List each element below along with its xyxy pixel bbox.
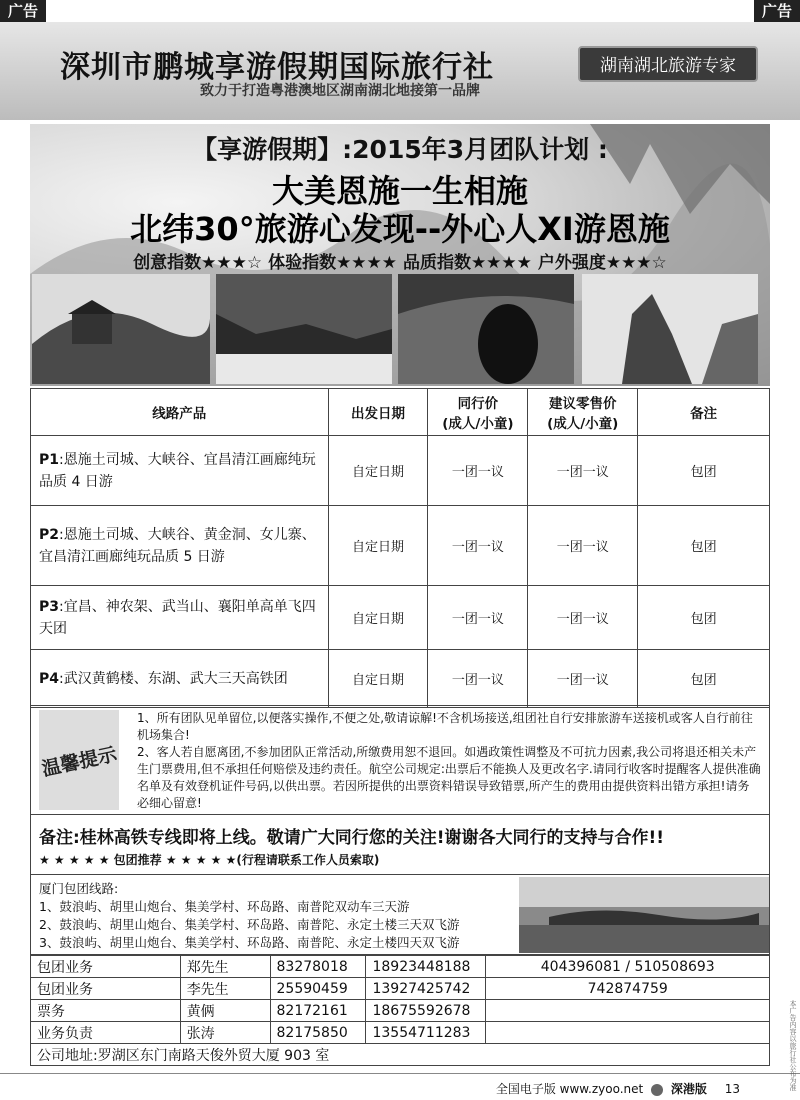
retail-price-cell: 一团一议 <box>528 436 638 506</box>
company-slogan: 致力于打造粤港澳地区湖南湖北地接第一品牌 <box>200 83 480 99</box>
contact-row <box>31 956 770 978</box>
xiamen-title: 厦门包团线路: <box>39 881 119 896</box>
address-row <box>31 1044 770 1066</box>
header-peer-price: 同行价 (成人/小童) <box>428 389 528 436</box>
contact-role: 业务负责 <box>31 1022 181 1044</box>
contact-role: 包团业务 <box>31 956 181 978</box>
ratings-line: 创意指数★★★☆ 体验指数★★★★ 品质指数★★★★ 户外强度★★★☆ <box>133 253 667 273</box>
contacts-table <box>30 955 770 1066</box>
xiamen-route: 2、鼓浪屿、胡里山炮台、集美学村、环岛路、南普陀、永定土楼三天双飞游 <box>39 917 460 932</box>
xiamen-route: 3、鼓浪屿、胡里山炮台、集美学村、环岛路、南普陀、永定土楼四天双飞游 <box>39 935 460 950</box>
contact-name: 黄俩 <box>180 1000 270 1022</box>
retail-price-cell: 一团一议 <box>528 586 638 650</box>
contact-mobile: 13927425742 <box>366 978 486 1000</box>
footer-logo-icon <box>651 1084 663 1096</box>
note-cell: 包团 <box>638 506 770 586</box>
contact-name: 李先生 <box>180 978 270 1000</box>
ad-label-left: 广告 <box>0 0 46 22</box>
company-name: 深圳市鹏城享游假期国际旅行社 <box>60 50 494 85</box>
product-cell: P3:宜昌、神农架、武当山、襄阳单高单飞四天团 <box>31 586 329 650</box>
peer-price-cell: 一团一议 <box>428 650 528 708</box>
contact-mobile: 18923448188 <box>366 956 486 978</box>
header-date: 出发日期 <box>328 389 428 436</box>
tip-item: 1、所有团队见单留位,以便落实操作,不便之处,敬请谅解!不含机场接送,组团社自行安排旅游车送接机或客人自行前往机场集合! <box>137 711 753 742</box>
footer-divider <box>0 1073 800 1074</box>
page-number: 13 <box>724 1082 740 1096</box>
product-cell: P4:武汉黄鹤楼、东湖、武大三天高铁团 <box>31 650 329 708</box>
company-address: 公司地址:罗湖区东门南路天俊外贸大厦 903 室 <box>31 1044 770 1066</box>
date-cell: 自定日期 <box>328 650 428 708</box>
header-product: 线路产品 <box>31 389 329 436</box>
note-box <box>30 815 770 875</box>
contact-qq <box>486 1000 770 1022</box>
contact-name: 郑先生 <box>180 956 270 978</box>
contact-name: 张涛 <box>180 1022 270 1044</box>
note-cell: 包团 <box>638 650 770 708</box>
peer-price-cell: 一团一议 <box>428 586 528 650</box>
hero-banner <box>30 124 770 386</box>
product-cell: P2:恩施土司城、大峡谷、黄金洞、女儿寨、宜昌清江画廊纯玩品质 5 日游 <box>31 506 329 586</box>
contact-qq <box>486 1022 770 1044</box>
date-cell: 自定日期 <box>328 436 428 506</box>
contact-row <box>31 978 770 1000</box>
ad-label-right: 广告 <box>754 0 800 22</box>
photo-cave <box>398 274 574 384</box>
table-row <box>31 436 770 506</box>
note-cell: 包团 <box>638 436 770 506</box>
contact-phone: 25590459 <box>270 978 366 1000</box>
contact-phone: 82175850 <box>270 1022 366 1044</box>
table-row <box>31 650 770 708</box>
table-row <box>31 506 770 586</box>
date-cell: 自定日期 <box>328 586 428 650</box>
contact-mobile: 18675592678 <box>366 1000 486 1022</box>
tips-box <box>30 705 770 815</box>
header-note: 备注 <box>638 389 770 436</box>
contact-mobile: 13554711283 <box>366 1022 486 1044</box>
contact-qq: 404396081 / 510508693 <box>486 956 770 978</box>
peer-price-cell: 一团一议 <box>428 436 528 506</box>
contact-role: 包团业务 <box>31 978 181 1000</box>
contact-role: 票务 <box>31 1000 181 1022</box>
peer-price-cell: 一团一议 <box>428 506 528 586</box>
contact-phone: 83278018 <box>270 956 366 978</box>
tip-item: 2、客人若自愿离团,不参加团队正常活动,所缴费用恕不退回。如遇政策性调整及不可抗力因素,我公司将退还相关未产生门票费用,但不承担任何赔偿及违约责任。航空公司规定:出票后不能换人及更改名字.请同行收客时提醒客人提供准确名单及有效登机证件号码,以供出票。若因所提供的出票资料错误导致错票,所产生的费用由提供资料出错方承担!请务必细心留意! <box>137 745 761 810</box>
retail-price-cell: 一团一议 <box>528 506 638 586</box>
page-footer <box>496 1080 740 1097</box>
xiamen-route: 1、鼓浪屿、胡里山炮台、集美学村、环岛路、南普陀双动车三天游 <box>39 899 410 914</box>
warm-tips-art <box>39 710 119 810</box>
contact-phone: 82172161 <box>270 1000 366 1022</box>
photo-peaks <box>582 274 758 384</box>
photo-tusi-city <box>32 274 210 384</box>
header-retail-price: 建议零售价 (成人/小童) <box>528 389 638 436</box>
sub-title: 北纬30°旅游心发现--外心人XI游恩施 <box>130 210 670 248</box>
photo-canyon <box>216 274 392 384</box>
contact-row <box>31 1000 770 1022</box>
contact-row <box>31 1022 770 1044</box>
retail-price-cell: 一团一议 <box>528 650 638 708</box>
table-row <box>31 586 770 650</box>
routes-table <box>30 388 770 708</box>
product-cell: P1:恩施土司城、大峡谷、宜昌清江画廊纯玩品质 4 日游 <box>31 436 329 506</box>
expert-badge: 湖南湖北旅游专家 <box>578 46 758 82</box>
contact-qq: 742874759 <box>486 978 770 1000</box>
note-line: 备注:桂林高铁专线即将上线。敬请广大同行您的关注!谢谢各大同行的支持与合作!! <box>39 828 665 848</box>
main-title: 大美恩施一生相施 <box>271 172 528 210</box>
note-cell: 包团 <box>638 586 770 650</box>
recommend-line: ★ ★ ★ ★ ★ 包团推荐 ★ ★ ★ ★ ★(行程请联系工作人员索取) <box>39 853 380 867</box>
plan-title: 【享游假期】:2015年3月团队计划 : <box>192 135 608 164</box>
footer-edition: 深港版 <box>670 1082 707 1096</box>
xiamen-box <box>30 875 770 955</box>
side-note: 本广告内容以旅行社公布为准 <box>789 1000 797 1091</box>
photo-gulangyu <box>519 877 769 953</box>
date-cell: 自定日期 <box>328 506 428 586</box>
warm-tips-art-text: 温馨提示 <box>39 743 119 781</box>
footer-site[interactable]: 全国电子版 www.zyoo.net <box>495 1082 644 1096</box>
table-header-row <box>31 389 770 436</box>
